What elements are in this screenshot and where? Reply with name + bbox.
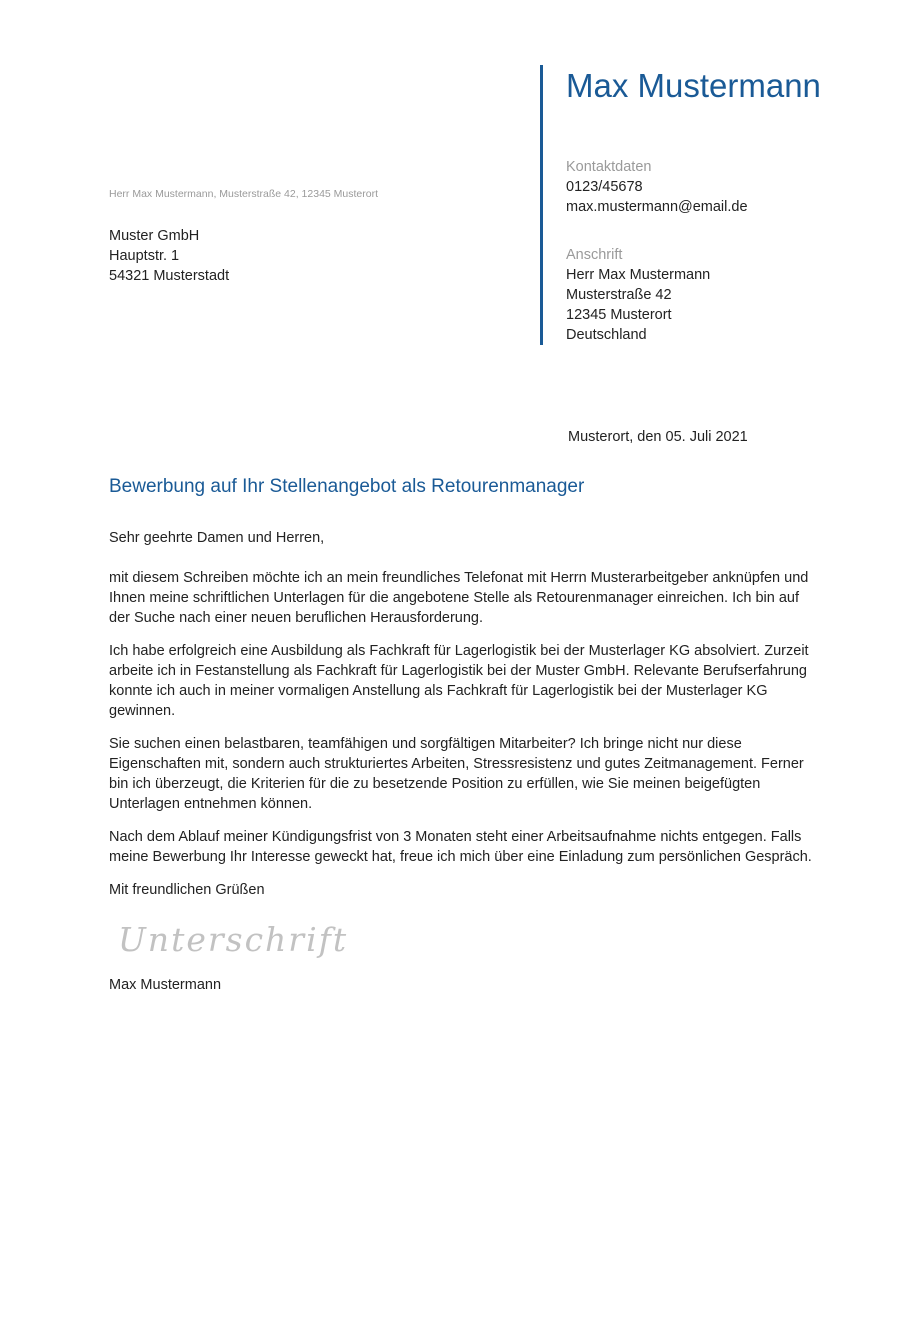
letter-date: Musterort, den 05. Juli 2021: [568, 429, 748, 445]
address-line: 12345 Musterort: [566, 307, 672, 323]
address-line: Herr Max Mustermann: [566, 267, 711, 283]
phone-number: 0123/45678: [566, 179, 643, 195]
letter-subject: Bewerbung auf Ihr Stellenangebot als Retourenmanager: [109, 476, 585, 497]
email-address: max.mustermann@email.de: [566, 199, 748, 215]
contact-label: Kontaktdaten: [566, 159, 652, 175]
address-line: Deutschland: [566, 327, 647, 343]
address-label: Anschrift: [566, 247, 623, 263]
applicant-name: Max Mustermann: [566, 67, 821, 104]
recipient-line: 54321 Musterstadt: [109, 268, 230, 284]
recipient-line: Muster GmbH: [109, 228, 200, 244]
sender-return-line: Herr Max Mustermann, Musterstraße 42, 12345 Musterort: [109, 188, 379, 200]
body-paragraph: Ich habe erfolgreich eine Ausbildung als Fachkraft für Lagerlogistik bei der Musterlager KG absolviert. Zurzeit arbeite ich in Festanstellung als Fachkraft für Lagerlogistik bei der Muster GmbH. Relevante Berufserfahrung konnte ich auch in meiner vormaligen Anstellung als Fachkraft für Lagerlogistik bei der Musterlager KG gewinnen.: [109, 643, 809, 719]
signer-name: Max Mustermann: [109, 977, 222, 993]
letter-body: [109, 528, 821, 900]
salutation: Sehr geehrte Damen und Herren,: [109, 530, 325, 546]
recipient-block: [109, 226, 229, 286]
address-block: [566, 245, 710, 345]
signature-placeholder: Unterschrift: [118, 920, 349, 959]
body-paragraph: Nach dem Ablauf meiner Kündigungsfrist von 3 Monaten steht einer Arbeitsaufnahme nichts entgegen. Falls meine Bewerbung Ihr Interesse geweckt hat, freue ich mich über eine Einladung zum persönlichen Gespräch.: [109, 829, 812, 865]
address-line: Musterstraße 42: [566, 287, 672, 303]
header-accent-bar: [540, 65, 543, 345]
body-paragraph: Sie suchen einen belastbaren, teamfähigen und sorgfältigen Mitarbeiter? Ich bringe nicht nur diese Eigenschaften mit, sondern auch strukturiertes Arbeiten, Stressresistenz und gutes Zeitmanagement. Ferner bin ich überzeugt, die Kriterien für die zu besetzende Position zu erfüllen, wie Sie meinen beigefügten Unterlagen entnehmen können.: [109, 736, 804, 812]
body-paragraph: mit diesem Schreiben möchte ich an mein freundliches Telefonat mit Herrn Musterarbeitgeber anknüpfen und Ihnen meine schriftlichen Unterlagen für die angebotene Stelle als Retourenmanager einreichen. Ich bin auf der Suche nach einer neuen beruflichen Herausforderung.: [109, 570, 809, 626]
contact-block: [566, 157, 748, 217]
recipient-line: Hauptstr. 1: [109, 248, 180, 264]
closing-phrase: Mit freundlichen Grüßen: [109, 882, 265, 898]
